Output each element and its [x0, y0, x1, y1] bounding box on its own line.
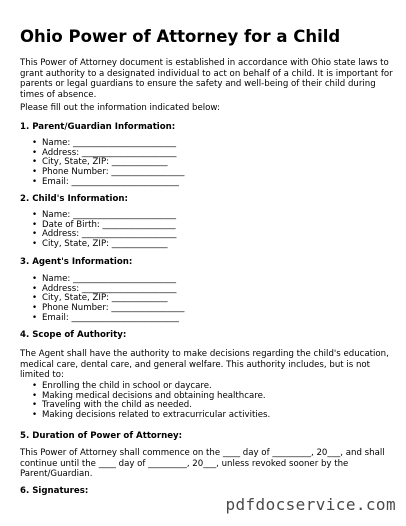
section-heading-child: 2. Child's Information:	[20, 194, 128, 204]
site-watermark: pdfdocservice.com	[225, 495, 396, 514]
child-city-state-zip-field[interactable]: • City, State, ZIP: _____________	[20, 240, 176, 250]
scope-item-travel: • Traveling with the child as needed.	[20, 401, 270, 411]
child-name-field[interactable]: • Name: ________________________	[20, 211, 176, 221]
child-address-field[interactable]: • Address: ______________________	[20, 230, 176, 240]
parent-fields-list	[20, 139, 184, 188]
document-title: Ohio Power of Attorney for a Child	[20, 27, 341, 46]
agent-name-field[interactable]: • Name: ________________________	[20, 275, 184, 285]
scope-item-extracurricular: • Making decisions related to extracurricular activities.	[20, 411, 270, 421]
section-heading-signatures: 6. Signatures:	[20, 486, 89, 496]
scope-paragraph: The Agent shall have the authority to make decisions regarding the child's education, medical care, dental care, and general welfare. This authority includes, but is not limited to:	[20, 349, 389, 381]
parent-address-field[interactable]: • Address: ______________________	[20, 149, 184, 159]
duration-paragraph: This Power of Attorney shall commence on the ____ day of _________, 20___, and shall continue until the ____ day of _________, 20___, unless revoked sooner by the Parent/Guardian.	[20, 448, 385, 480]
agent-city-state-zip-field[interactable]: • City, State, ZIP: _____________	[20, 294, 184, 304]
instruction-text: Please fill out the information indicated below:	[20, 103, 220, 113]
child-fields-list	[20, 211, 176, 250]
scope-item-school: • Enrolling the child in school or daycare.	[20, 382, 270, 392]
agent-address-field[interactable]: • Address: ______________________	[20, 285, 184, 295]
agent-email-field[interactable]: • Email: _________________________	[20, 314, 184, 324]
intro-paragraph: This Power of Attorney document is established in accordance with Ohio state laws to grant authority to a designated individual to act on behalf of a child. It is important for parents or legal guardians to ensure the safety and well-being of their child during times of absence.	[20, 58, 393, 101]
parent-email-field[interactable]: • Email: _________________________	[20, 178, 184, 188]
section-heading-duration: 5. Duration of Power of Attorney:	[20, 431, 183, 441]
section-heading-agent: 3. Agent's Information:	[20, 257, 133, 267]
scope-item-medical: • Making medical decisions and obtaining healthcare.	[20, 392, 270, 402]
parent-city-state-zip-field[interactable]: • City, State, ZIP: _____________	[20, 158, 184, 168]
scope-items-list	[20, 382, 270, 421]
section-heading-scope: 4. Scope of Authority:	[20, 330, 127, 340]
parent-phone-field[interactable]: • Phone Number: _________________	[20, 168, 184, 178]
agent-fields-list	[20, 275, 184, 324]
child-dob-field[interactable]: • Date of Birth: _________________	[20, 221, 176, 231]
agent-phone-field[interactable]: • Phone Number: _________________	[20, 304, 184, 314]
parent-name-field[interactable]: • Name: ________________________	[20, 139, 184, 149]
section-heading-parent: 1. Parent/Guardian Information:	[20, 122, 176, 132]
